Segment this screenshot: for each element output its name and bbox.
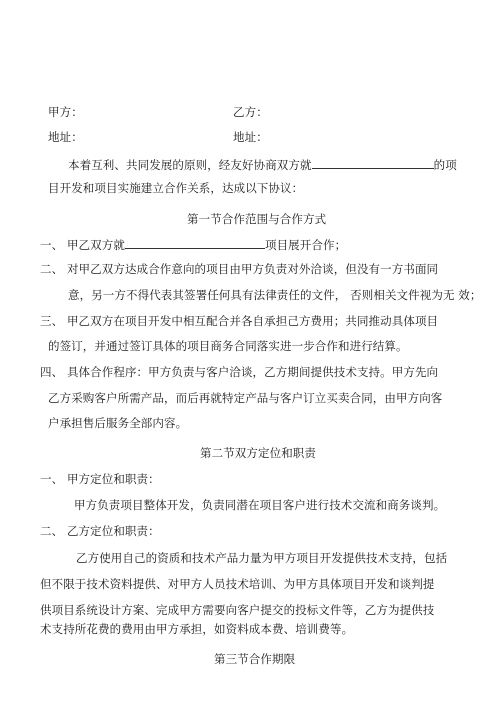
intro-line-1: [68, 157, 457, 172]
section-2-item-2-line-4: 术支持所花费的费用由甲方承担，如资料成本费、培训费等。: [40, 622, 354, 636]
section-2-item-2-line-1: 乙方使用自己的资质和技术产品力量为甲方项目开发提供技术支持，包括: [76, 551, 448, 565]
section-1-item-2-line-2: 意，另一方不得代表其签署任何具有法律责任的文件， 否则相关文件视为无 效；: [68, 288, 482, 302]
item-text-end: 项目展开合作；: [264, 238, 347, 252]
intro-text-end: 的项: [433, 158, 457, 172]
section-1-item-4-line-2: 乙方采购客户所需产品，而后再就特定产品与客户订立买卖合同，由甲方向客: [48, 391, 443, 405]
section-1-item-4-line-3: 户承担售后服务全部内容。: [48, 416, 188, 430]
section-2-item-2-heading: 二、 乙方定位和职责：: [40, 524, 160, 538]
section-1-item-1: [40, 237, 346, 252]
section-2-item-2-line-2: 但不限于技术资料提供、对甲方人员技术培训、为甲方具体项目开发和谈判提: [40, 577, 435, 591]
section-2-item-1-text: 甲方负责项目整体开发，负责同潜在项目客户进行技术交流和商务谈判。: [74, 498, 446, 512]
item-text: 一、 甲乙双方就: [40, 238, 125, 252]
section-1-title: 第一节合作范围与合作方式: [187, 212, 327, 226]
project-blank: [125, 237, 265, 249]
party-b-address-label: 地址：: [233, 130, 268, 144]
intro-line-2: 目开发和项目实施建立合作关系，达成以下协议：: [48, 181, 304, 195]
project-name-blank: [312, 157, 434, 169]
section-2-item-2-line-3: 供项目系统设计方案、完成甲方需要向客户提交的投标文件等，乙方为提供技: [40, 603, 435, 617]
section-1-item-3-line-2: 的签订，并通过签订具体的项目商务合同落实进一步合作和进行结算。: [48, 339, 408, 353]
party-a-address-label: 地址：: [48, 130, 83, 144]
party-a-label: 甲方：: [48, 105, 83, 119]
section-1-item-4-line-1: 四、 具体合作程序：甲方负责与客户洽谈，乙方期间提供技术支持。甲方先向: [40, 365, 439, 379]
section-1-item-2-line-1: 二、 对甲乙双方达成合作意向的项目由甲方负责对外洽谈，但没有一方书面同: [40, 262, 439, 276]
section-1-item-3-line-1: 三、 甲乙双方在项目开发中相互配合并各自承担己方费用；共同推动具体项目: [40, 314, 439, 328]
intro-text: 本着互利、共同发展的原则，经友好协商双方就: [68, 158, 312, 172]
section-3-title: 第三节合作期限: [214, 652, 296, 666]
party-b-label: 乙方：: [233, 105, 268, 119]
section-2-title: 第二节双方定位和职责: [200, 446, 316, 460]
section-2-item-1-heading: 一、 甲方定位和职责：: [40, 472, 160, 486]
